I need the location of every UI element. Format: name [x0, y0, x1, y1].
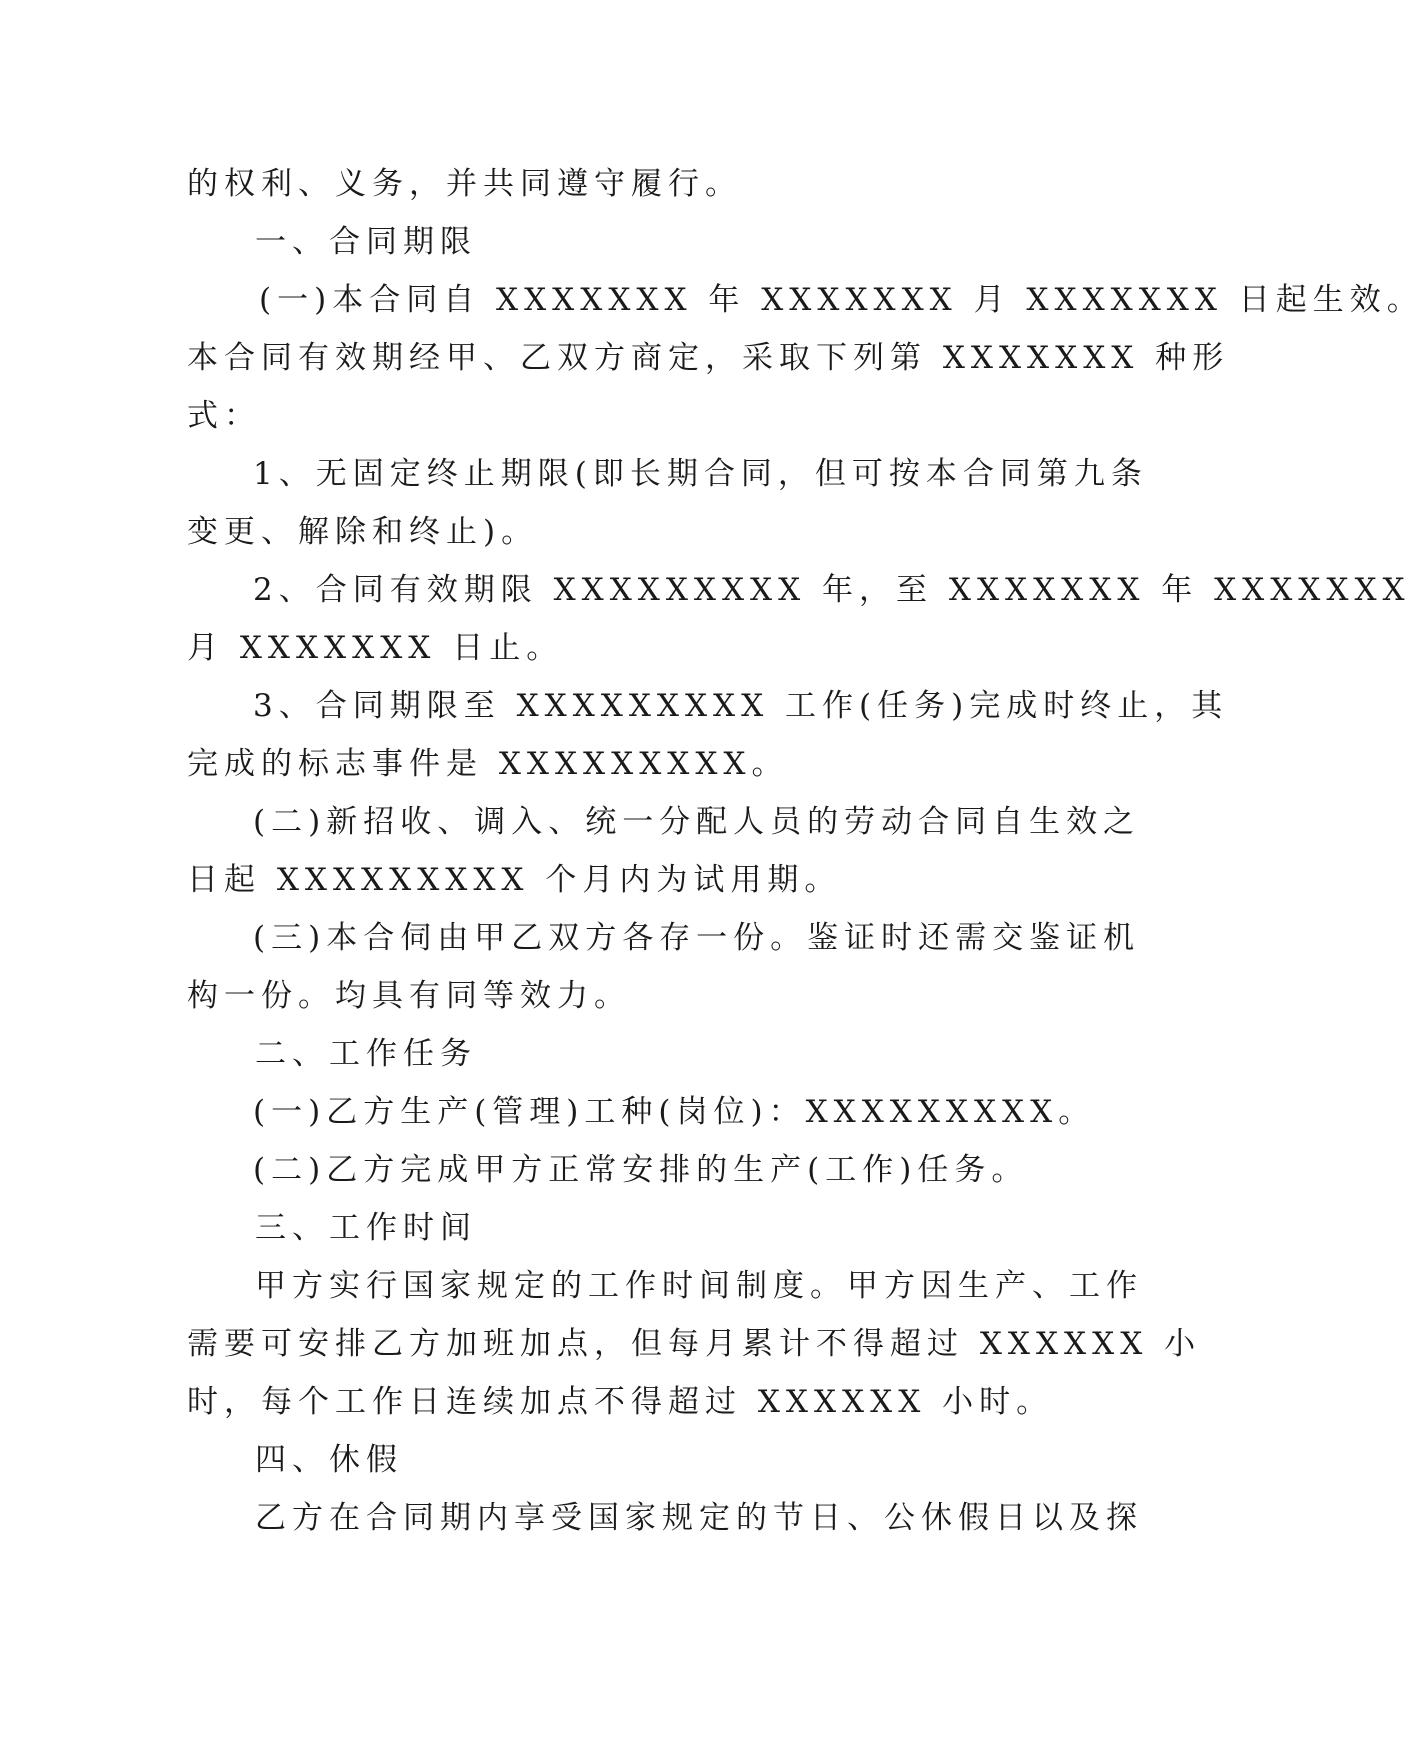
section-heading: 四、休假	[255, 1442, 403, 1478]
paragraph-line: 完成的标志事件是 XXXXXXXXX。	[187, 746, 789, 782]
paragraph-line: 日起 XXXXXXXXX 个月内为试用期。	[187, 862, 842, 898]
paragraph-line: 2、合同有效期限 XXXXXXXXX 年，至 XXXXXXX 年 XXXXXXX	[253, 572, 1411, 608]
paragraph-line: (一)乙方生产(管理)工种(岗位)：XXXXXXXXX。	[253, 1094, 1096, 1130]
paragraph-line: 变更、解除和终止)。	[187, 514, 539, 550]
section-heading: 二、工作任务	[255, 1036, 477, 1072]
section-heading: 一、合同期限	[255, 224, 477, 260]
paragraph-line: 时，每个工作日连续加点不得超过 XXXXXX 小时。	[187, 1384, 1054, 1420]
paragraph-line: 式：	[187, 398, 261, 434]
paragraph-line: 乙方在合同期内享受国家规定的节日、公休假日以及探	[255, 1500, 1143, 1536]
paragraph-line: 月 XXXXXXX 日止。	[187, 630, 564, 666]
paragraph-line: (二)乙方完成甲方正常安排的生产(工作)任务。	[253, 1152, 1029, 1188]
paragraph-line: (一)本合同自 XXXXXXX 年 XXXXXXX 月 XXXXXXX 日起生效。	[259, 282, 1424, 318]
paragraph-line: 的权利、义务，并共同遵守履行。	[187, 166, 742, 202]
paragraph-line: 1、无固定终止期限(即长期合同，但可按本合同第九条	[253, 456, 1148, 492]
paragraph-line: (二)新招收、调入、统一分配人员的劳动合同自生效之	[253, 804, 1141, 840]
paragraph-line: 3、合同期限至 XXXXXXXXX 工作(任务)完成时终止，其	[253, 688, 1229, 724]
paragraph-line: 构一份。均具有同等效力。	[187, 978, 631, 1014]
paragraph-line: 需要可安排乙方加班加点，但每月累计不得超过 XXXXXX 小	[187, 1326, 1202, 1362]
paragraph-line: 甲方实行国家规定的工作时间制度。甲方因生产、工作	[255, 1268, 1143, 1304]
paragraph-line: (三)本合伺由甲乙双方各存一份。鉴证时还需交鉴证机	[253, 920, 1141, 956]
paragraph-line: 本合同有效期经甲、乙双方商定，采取下列第 XXXXXXX 种形	[187, 340, 1230, 376]
section-heading: 三、工作时间	[255, 1210, 477, 1246]
